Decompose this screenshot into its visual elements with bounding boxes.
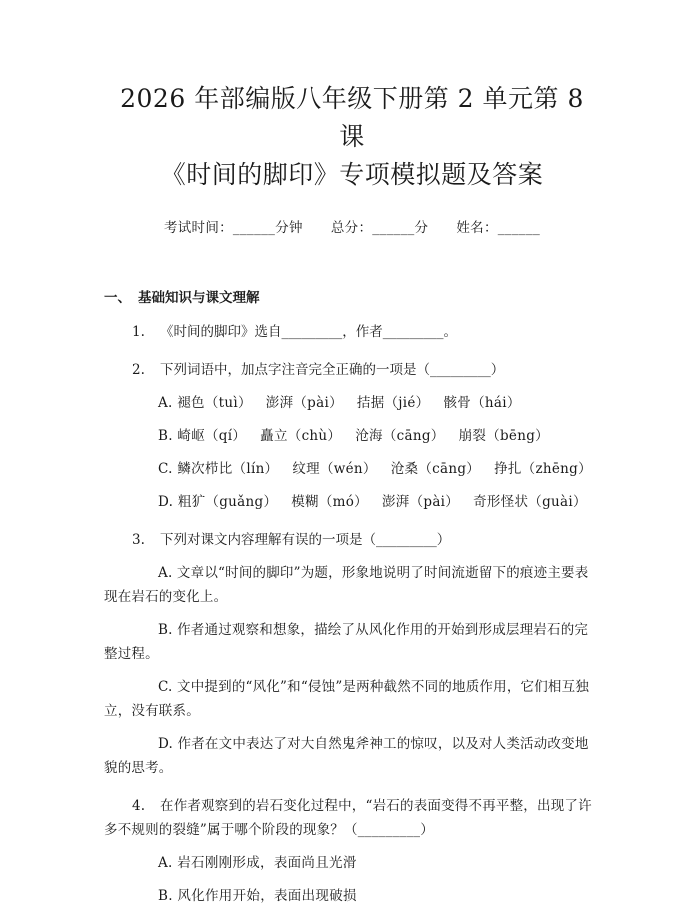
option-word: 澎湃（pài） [265,395,343,411]
option-d [104,490,600,514]
question-number: 4. [132,798,146,814]
option-c: C. 文中提到的“风化”和“侵蚀”是两种截然不同的地质作用，它们相互独立，没有联系。 [104,679,590,719]
section-title: 基础知识与课文理解 [138,290,260,306]
option-word: 澎湃（pài） [381,494,460,510]
option-b: B. 风化作用开始，表面出现破损 [158,888,357,904]
question-text: 下列词语中，加点字注音完全正确的一项是（_________） [160,362,505,378]
option-word: 沧桑（cāng） [390,461,481,477]
option-word: A. 褪色（tuì） [158,395,252,411]
exam-meta [104,216,600,236]
question-text: 下列对课文内容理解有误的一项是（_________） [160,532,451,548]
option-word: 骸骨（hái） [443,395,521,411]
option-word: 纹理（wén） [292,461,377,477]
option-word: 挣扎（zhēng） [494,461,592,477]
student-name-label: 姓名：______ [456,220,541,236]
page-title [104,80,600,194]
option-a: A. 岩石刚刚形成，表面尚且光滑 [158,855,357,871]
option-a: A. 文章以“时间的脚印”为题，形象地说明了时间流逝留下的痕迹主要表现在岩石的变化上。 [104,565,589,605]
question-3 [104,528,600,552]
question-number: 3. [132,532,145,548]
option-c [104,457,600,481]
question-1 [104,320,600,344]
section-number: 一、 [104,290,131,306]
option-word: C. 鳞次栉比（lín） [158,461,279,477]
section-heading [104,286,600,306]
total-score-label: 总分：______分 [330,220,429,236]
option-b [104,424,600,448]
option-word: 沧海（cāng） [355,428,445,444]
question-text: 《时间的脚印》选自_________，作者_________。 [160,324,457,340]
question-text: 在作者观察到的岩石变化过程中，“岩石的表面变得不再平整，出现了许多不规则的裂缝”属于哪个阶段的现象？（_________） [104,798,592,838]
title-line-2: 《时间的脚印》专项模拟题及答案 [160,160,544,189]
exam-time-label: 考试时间：______分钟 [163,220,303,236]
option-word: 崩裂（bēng） [458,428,549,444]
question-number: 2. [132,362,145,378]
option-a [104,391,600,415]
option-word: 奇形怪状（guài） [473,494,587,510]
option-word: 拮据（jié） [356,395,430,411]
option-d: D. 作者在文中表达了对大自然鬼斧神工的惊叹，以及对人类活动改变地貌的思考。 [104,736,589,776]
option-word: 矗立（chù） [260,428,342,444]
option-word: B. 崎岖（qí） [158,428,247,444]
title-line-1: 2026 年部编版八年级下册第 2 单元第 8 课 [120,84,584,151]
question-4 [104,794,600,842]
question-number: 1. [132,324,145,340]
option-b: B. 作者通过观察和想象，描绘了从风化作用的开始到形成层理岩石的完整过程。 [104,622,589,662]
option-word: 模糊（mó） [291,494,368,510]
option-word: D. 粗犷（guǎng） [158,494,278,510]
question-2 [104,358,600,382]
